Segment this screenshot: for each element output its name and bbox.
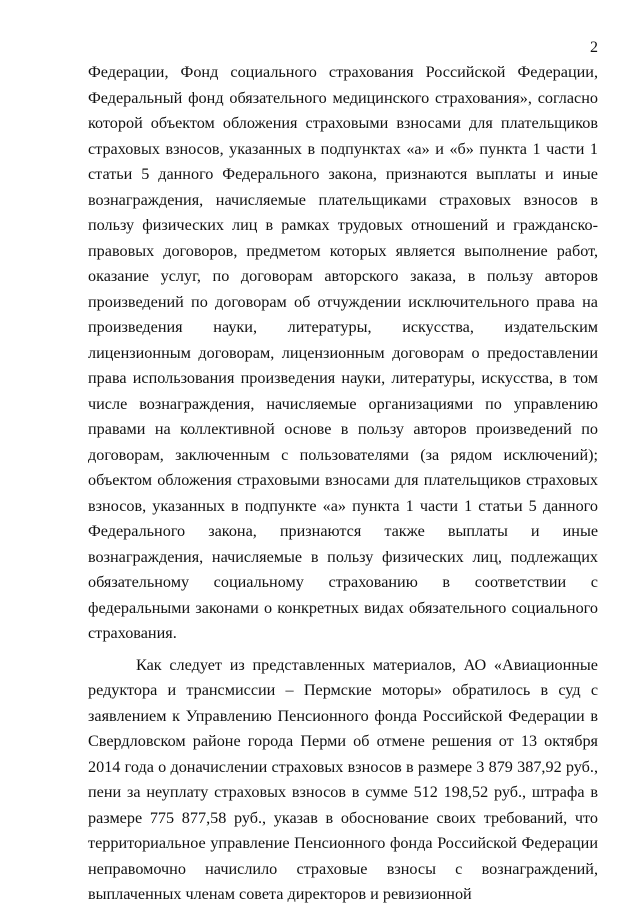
paragraph-case-facts: Как следует из представленных материалов, АО «Авиационные редуктора и трансмиссии – Пермские моторы» обратилось в суд с заявлением к Управлению Пенсионного фонда Российской Федерации в Свердловском районе города Перми об отмене решения от 13 октября 2014 года о доначислении страховых взносов в размере 3 879 387,92 руб., пени за неуплату страховых взносов в сумме 512 198,52 руб., штрафа в размере 775 877,58 руб., указав в обоснование своих требований, что территориальное управление Пенсионного фонда Российской Федерации неправомочно начислило страховые взносы с вознаграждений, выплаченных членам совета директоров и ревизионной: [88, 655, 598, 903]
document-body: [88, 60, 598, 908]
paragraph-continuation: Федерации, Фонд социального страхования Российской Федерации, Федеральный фонд обязательного медицинского страхования», согласно которой объектом обложения страховыми взносами для плательщиков страховых взносов, указанных в подпунктах «а» и «б» пункта 1 части 1 статьи 5 данного Федерального закона, признаются выплаты и иные вознаграждения, начисляемые плательщиками страховых взносов в пользу физических лиц в рамках трудовых отношений и гражданско-правовых договоров, предметом которых является выполнение работ, оказание услуг, по договорам авторского заказа, в пользу авторов произведений по договорам об отчуждении исключительного права на произведения науки, литературы, искусства, издательским лицензионным договорам, лицензионным договорам о предоставлении права использования произведения науки, литературы, искусства, в том числе вознаграждения, начисляемые организациями по управлению правами на коллективной основе в пользу авторов произведений по договорам, заключенным с пользователями (за рядом исключений); объектом обложения страховыми взносами для плательщиков страховых взносов, указанных в подпункте «а» пункта 1 части 1 статьи 5 данного Федерального закона, признаются также выплаты и иные вознаграждения, начисляемые в пользу физических лиц, подлежащих обязательному социальному страхованию в соответствии с федеральными законами о конкретных видах обязательного социального страхования.: [88, 63, 598, 642]
page-number: 2: [590, 39, 598, 56]
